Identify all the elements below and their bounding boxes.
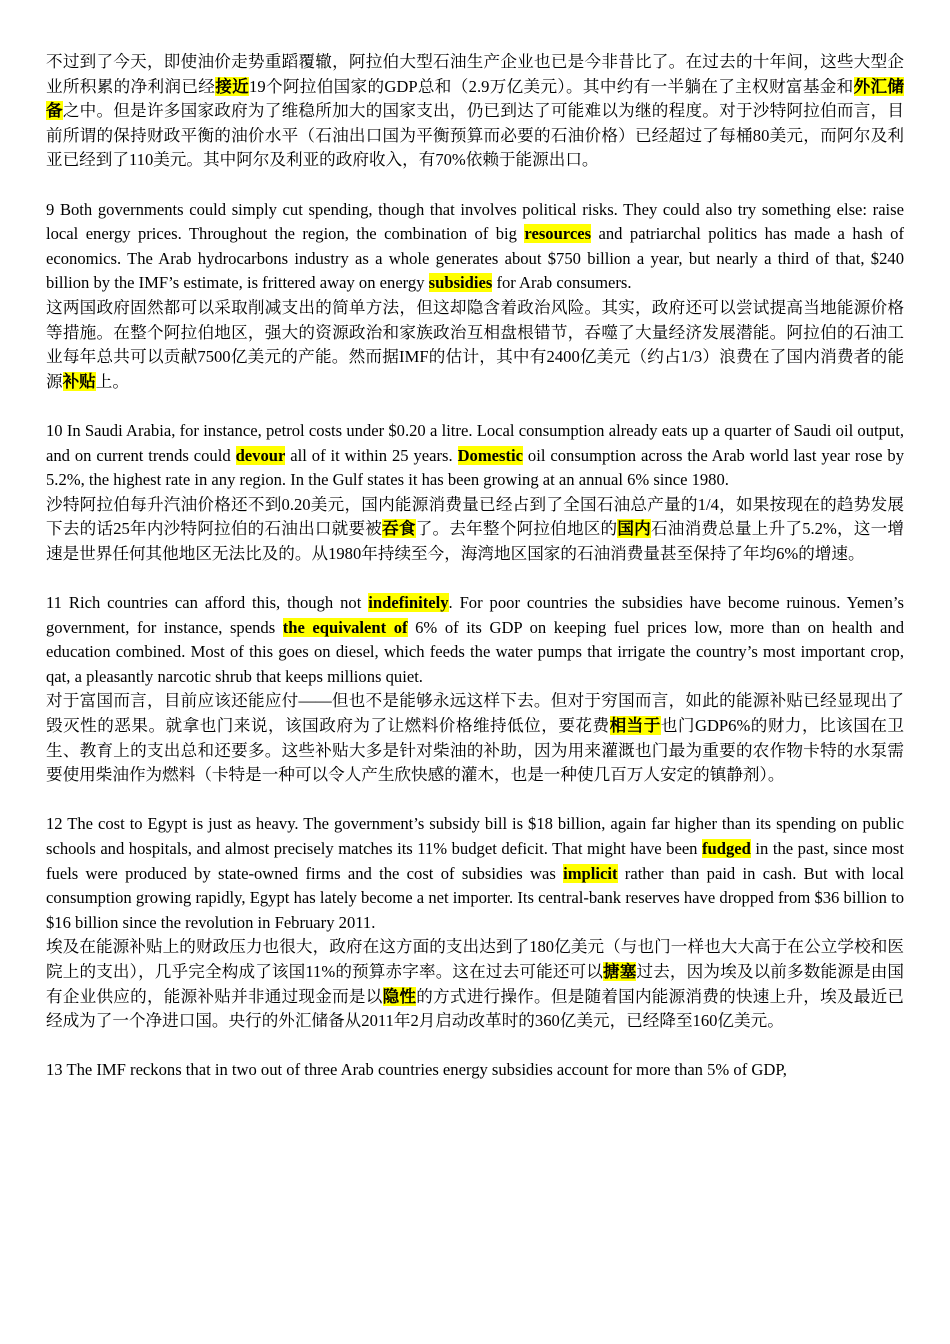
highlighted-term: the equivalent of [282,617,408,637]
highlighted-term: resources [524,224,592,244]
paragraph-10 [46,419,904,567]
highlighted-term: fudged [702,839,751,858]
text-run: 埃及在能源补贴上的财政压力也很大，政府在这方面的支出达到了180亿美元（与也门一样也大大高于在公立学校和医院上的支出），几乎完全构成了该国11%的预算赤字率。这在过去可能还可以 [46,937,904,981]
highlighted-term: 补贴 [62,371,96,391]
highlighted-term: implicit [563,863,618,883]
paragraph-9-chinese [46,296,904,394]
text-run: 9 Both governments could simply cut spending, though that involves political risks. They could also try something else: raise local energy prices. Throughout the region, the combination of big [46,199,904,244]
paragraph-11-english [46,591,904,689]
text-run: all of it within 25 years. [285,445,458,465]
text-run: 10 In Saudi Arabia, for instance, petrol costs under $0.20 a litre. Local consumption already eats up a quarter of Saudi oil output, and on current trends could [46,420,904,465]
paragraph-9-english [46,198,904,296]
text-run: 13 The IMF reckons that in two out of three Arab countries energy subsidies account for more than 5% of GDP, [46,1060,787,1080]
text-run: oil consumption across the Arab world last year rose by 5.2%, the highest rate in any region. In the Gulf states it has been growing at an annual 6% since 1980. [46,445,904,490]
text-run: 上。 [95,371,129,391]
highlighted-term: 外汇储备 [46,76,905,121]
paragraph-8 [46,50,904,173]
paragraph-12-english [46,812,904,935]
highlighted-term: devour [235,445,286,465]
highlighted-term: 接近 [215,76,250,96]
paragraph-8-chinese [46,50,904,173]
document-page [46,50,904,1108]
text-run: rather than paid in cash. But with local consumption growing rapidly, Egypt has lately become a net importer. Its central-bank reserves have dropped from $36 billion to $16 billion since the revolution in February 2011. [46,863,905,932]
paragraph-12-chinese [46,935,904,1033]
highlighted-term: Domestic [457,445,524,465]
paragraph-11-chinese [46,689,904,787]
paragraph-11 [46,591,904,788]
text-run: 这两国政府固然都可以采取削减支出的简单方法，但这却隐含着政治风险。其实，政府还可以尝试提高当地能源价格等措施。在整个阿拉伯地区，强大的资源政治和家族政治互相盘根错节，吞噬了大量经济发展潜能。阿拉伯的石油工业每年总共可以贡献7500亿美元的产能。然而据IMF的估计，其中有2400亿美元（约占1/3）浪费在了国内消费者的能源 [46,297,904,391]
text-run: . For poor countries the subsidies have become ruinous. Yemen’s government, for instance, spends [46,593,904,637]
highlighted-term: 吞食 [382,519,416,539]
text-run: 11 Rich countries can afford this, though not [46,593,369,613]
highlighted-term: 搪塞 [603,961,637,981]
text-run: 对于富国而言，目前应该还能应付——但也不是能够永远这样下去。但对于穷国而言，如此的能源补贴已经显现出了毁灭性的恶果。就拿也门来说，该国政府为了让燃料价格维持低位，要花费 [46,691,904,736]
text-run: 石油消费总量上升了5.2%，这一增速是世界任何其他地区无法比及的。从1980年持续至今，海湾地区国家的石油消费量甚至保持了年均6%的增速。 [46,519,904,563]
highlighted-term: 相当于 [609,716,661,736]
text-run: in the past, since most fuels were produced by state-owned firms and the cost of subsidies was [46,839,904,883]
text-run: and patriarchal politics has made a hash of economics. The Arab hydrocarbons industry as a whole generates about $750 billion a year, but nearly a third of that, $240 billion by the IMF’s estimate, is frittered away on energy [46,224,904,293]
paragraph-10-chinese [46,493,904,567]
text-run: 不过到了今天，即使油价走势重蹈覆辙，阿拉伯大型石油生产企业也已是今非昔比了。在过去的十年间，这些大型企业所积累的净利润已经 [46,52,904,96]
text-run: for Arab consumers. [492,273,632,293]
text-run: 19个阿拉伯国家的GDP总和（2.9万亿美元）。其中约有一半躺在了主权财富基金和 [249,76,854,96]
text-run: 6% of its GDP on keeping fuel prices low, more than on health and education combined. Most of this goes on diesel, which feeds the water pumps that irrigate the country’s most important crop, qat, a pleasantly narcotic shrub that keeps millions quiet. [46,617,904,686]
text-run: 沙特阿拉伯每升汽油价格还不到0.20美元，国内能源消费量已经占到了全国石油总产量的1/4，如果按现在的趋势发展下去的话25年内沙特阿拉伯的石油出口就要被 [46,494,904,539]
paragraph-13-english [46,1058,904,1083]
highlighted-term: subsidies [428,273,493,293]
paragraph-12 [46,812,904,1033]
text-run: 的方式进行操作。但是随着国内能源消费的快速上升，埃及最近已经成为了一个净进口国。央行的外汇储备从2011年2月启动改革时的360亿美元，已经降至160亿美元。 [46,986,904,1031]
text-run: 之中。但是许多国家政府为了维稳所加大的国家支出，仍已到达了可能难以为继的程度。对于沙特阿拉伯而言，目前所谓的保持财政平衡的油价水平（石油出口国为平衡预算而必要的石油价格）已经超过了每桶80美元，而阿尔及利亚已经到了110美元。其中阿尔及利亚的政府收入，有70%依赖于能源出口。 [46,101,904,170]
text-run: 也门GDP6%的财力，比该国在卫生、教育上的支出总和还要多。这些补贴大多是针对柴油的补助，因为用来灌溉也门最为重要的农作物卡特的水泵需要使用柴油作为燃料（卡特是一种可以令人产生欣快感的灌木，也是一种使几百万人安定的镇静剂）。 [46,716,904,785]
highlighted-term: 国内 [617,519,651,539]
paragraph-13 [46,1058,904,1083]
highlighted-term: indefinitely [368,593,449,613]
paragraph-9 [46,198,904,395]
text-run: 了。去年整个阿拉伯地区的 [415,519,618,539]
text-run: 12 The cost to Egypt is just as heavy. The government’s subsidy bill is $18 billion, again far higher than its spending on public schools and hospitals, and almost precisely matches its 11% budget deficit. That might have been [46,814,904,858]
paragraph-10-english [46,419,904,493]
highlighted-term: 隐性 [382,986,417,1006]
text-run: 过去，因为埃及以前多数能源是由国有企业供应的，能源补贴并非通过现金而是以 [46,961,905,1006]
